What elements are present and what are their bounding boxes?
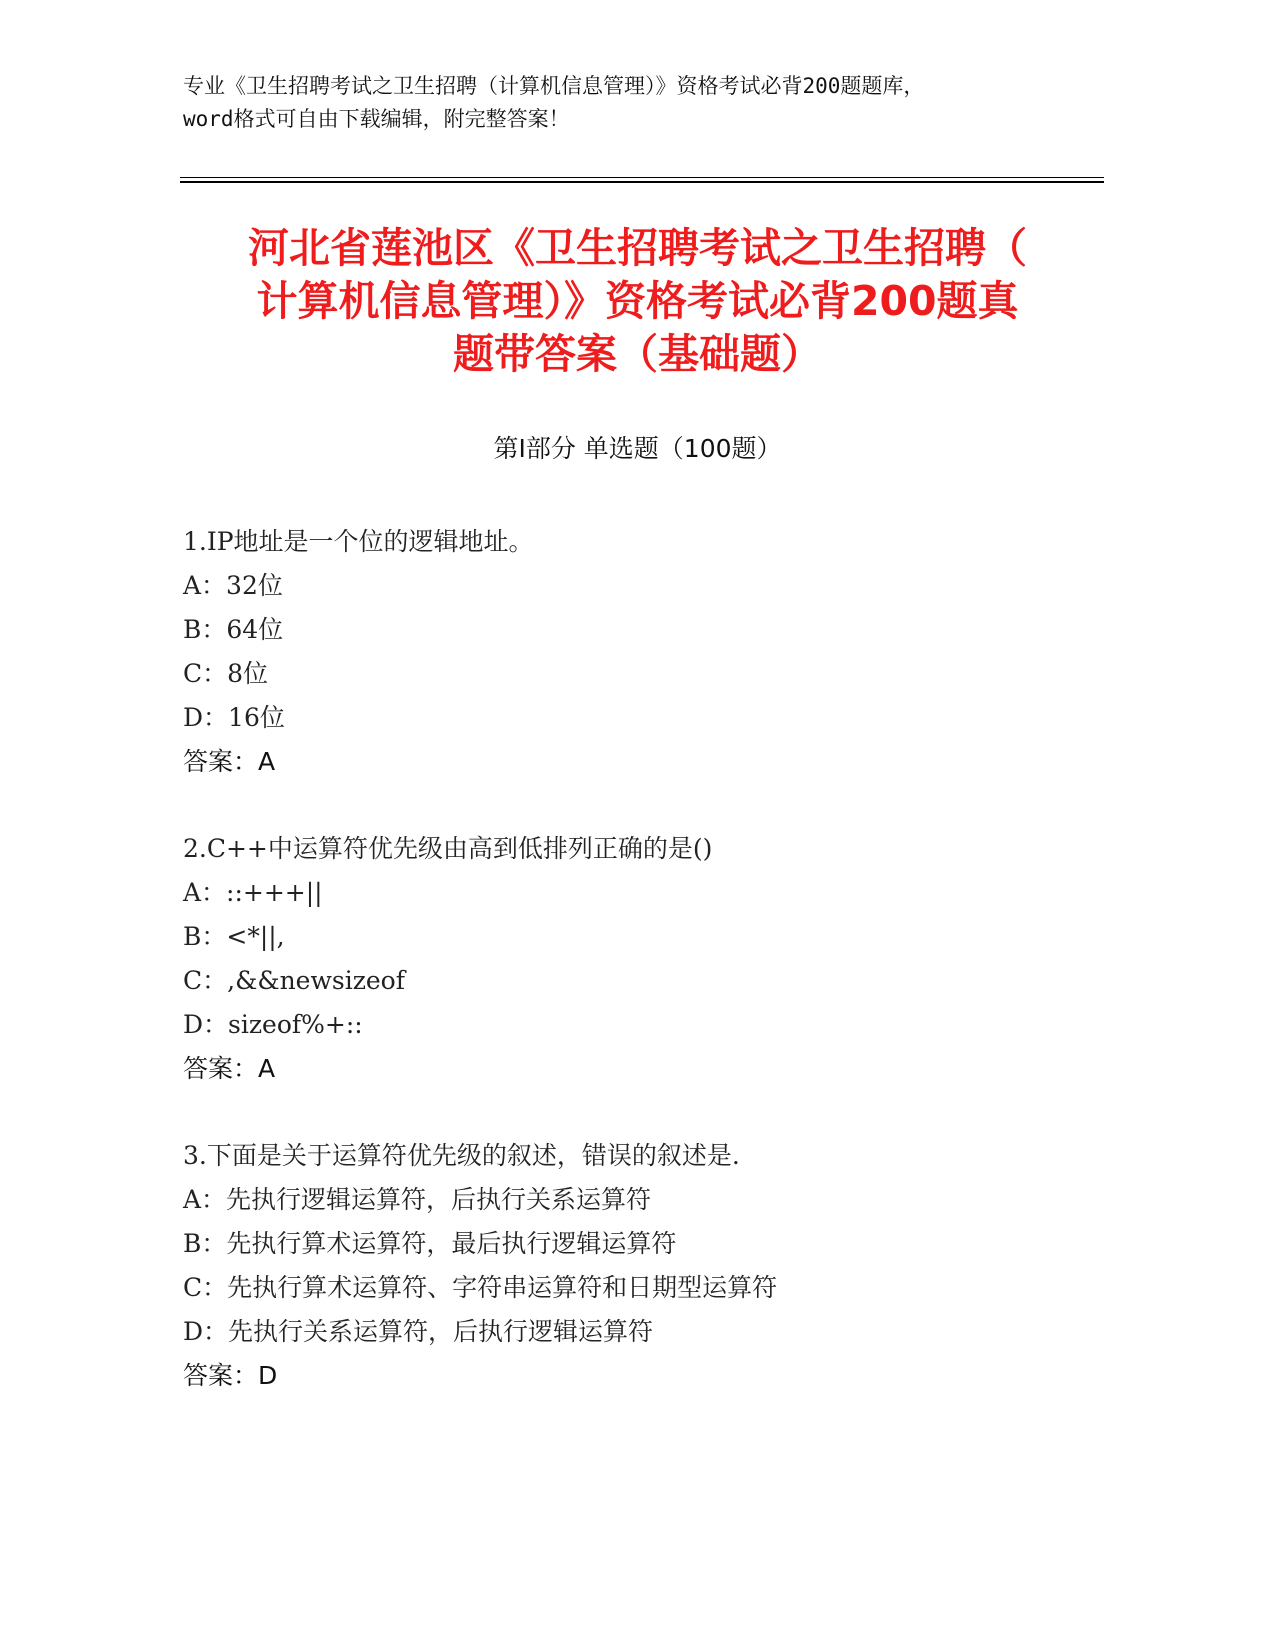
option-c: C：先执行算术运算符、字符串运算符和日期型运算符 — [183, 1273, 778, 1302]
option-a: A：先执行逻辑运算符，后执行关系运算符 — [183, 1185, 652, 1214]
header-divider — [180, 177, 1104, 183]
answer: 答案：D — [183, 1361, 278, 1390]
question-3 — [183, 1134, 1103, 1398]
answer: 答案：A — [183, 1054, 276, 1083]
question-2 — [183, 827, 1103, 1091]
option-a: A：32位 — [183, 571, 283, 600]
question-stem: 2.C++中运算符优先级由高到低排列正确的是() — [183, 834, 713, 863]
option-c: C：,&&newsizeof — [183, 966, 405, 995]
header-line-1: 专业《卫生招聘考试之卫生招聘（计算机信息管理）》资格考试必背200题题库， — [183, 74, 925, 98]
header-divider-thin — [180, 177, 1104, 178]
question-stem: 3.下面是关于运算符优先级的叙述，错误的叙述是. — [183, 1141, 740, 1170]
option-b: B：<*||, — [183, 922, 285, 951]
option-d: D：sizeof%+:: — [183, 1010, 363, 1039]
title-line-2: 计算机信息管理）》资格考试必背200题真 — [256, 277, 1019, 325]
option-d: D：先执行关系运算符，后执行逻辑运算符 — [183, 1317, 654, 1346]
title-line-3: 题带答案（基础题） — [453, 330, 822, 378]
option-b: B：先执行算术运算符，最后执行逻辑运算符 — [183, 1229, 677, 1258]
option-d: D：16位 — [183, 703, 285, 732]
document-header — [183, 70, 1103, 136]
title-line-1: 河北省莲池区《卫生招聘考试之卫生招聘（ — [248, 224, 1027, 272]
header-divider-thick — [180, 181, 1104, 183]
option-b: B：64位 — [183, 615, 284, 644]
section-title: 第Ⅰ部分 单选题（100题） — [493, 434, 782, 463]
answer: 答案：A — [183, 747, 276, 776]
option-a: A：::+++|| — [183, 878, 323, 907]
option-c: C：8位 — [183, 659, 269, 688]
question-stem: 1.IP地址是一个位的逻辑地址。 — [183, 527, 534, 556]
header-line-2: word格式可自由下载编辑，附完整答案！ — [183, 107, 570, 131]
question-1 — [183, 520, 1103, 784]
question-list — [183, 520, 1103, 1441]
document-title — [150, 222, 1125, 381]
